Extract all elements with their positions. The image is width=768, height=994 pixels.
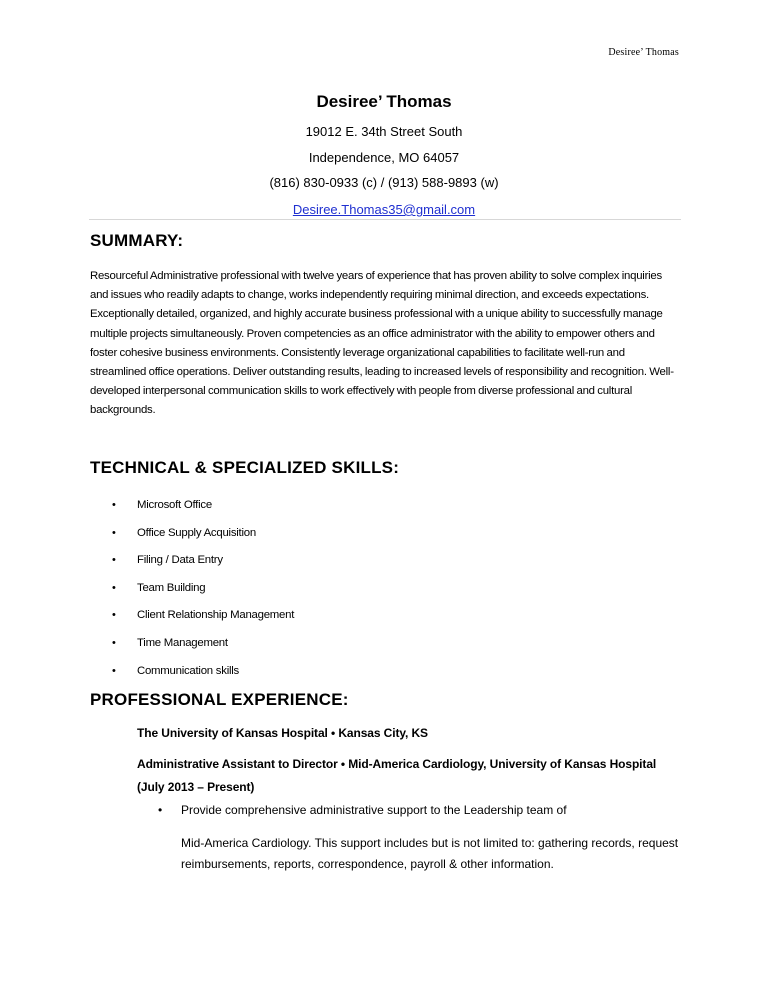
skills-list [112,496,294,689]
header-divider [89,219,681,220]
bullet-icon: • [112,581,116,594]
bullet-icon: • [112,664,116,677]
duty-continuation: Mid-America Cardiology. This support includes but is not limited to: gathering records, request reimbursements, reports, correspondence, payroll & other information. [181,836,679,871]
skills-heading: TECHNICAL & SPECIALIZED SKILLS: [90,458,400,477]
bullet-icon: • [112,499,116,511]
list-item [112,524,294,552]
duty-first-line: Provide comprehensive administrative support to the Leadership team of [181,803,567,817]
address-line-2: Independence, MO 64057 [308,150,460,165]
summary-paragraph: Resourceful Administrative professional with twelve years of experience that has proven ability to solve complex inquiries and issues who readily adapts to change, works independently requiring minimal direction, and exceeds expectations. Exceptionally detailed, organized, and highly accurate business professional with a unique ability to successfully manage multiple projects simultaneously. Proven competencies as an office administrator with the ability to empower others and foster cohesive business environments. Consistently leverage organizational capabilities to facilitate well-run and streamlined office operations. Deliver outstanding results, leading to increased levels of responsibility and recognition. Well-developed interpersonal communication skills to work effectively with people from diverse professional and cultural backgrounds. [90,270,674,417]
bullet-icon: • [112,526,116,539]
bullet-icon: • [112,636,116,649]
list-item [112,634,294,662]
email-row [0,202,768,217]
candidate-name: Desiree’ Thomas [316,92,452,111]
list-item [112,496,294,524]
experience-heading: PROFESSIONAL EXPERIENCE: [90,690,349,709]
email-link[interactable]: Desiree.Thomas35@gmail.com [292,202,476,217]
bullet-icon: • [158,803,163,817]
list-item [112,551,294,579]
list-item [112,579,294,607]
skill-label: Time Management [137,636,228,649]
running-header: Desiree’ Thomas [608,47,679,58]
employer-line: The University of Kansas Hospital • Kansas City, KS [137,726,428,740]
bullet-icon: • [112,609,116,622]
list-item [112,606,294,634]
list-item [112,662,294,690]
skill-label: Office Supply Acquisition [137,526,256,539]
summary-heading: SUMMARY: [90,231,184,250]
skill-label: Client Relationship Management [137,609,295,622]
skill-label: Communication skills [137,664,239,677]
skill-label: Filing / Data Entry [137,554,223,567]
phone-numbers: (816) 830-0933 (c) / (913) 588-9893 (w) [269,175,499,190]
address-line-1: 19012 E. 34th Street South [305,124,463,139]
job-title-line: Administrative Assistant to Director • Mid-America Cardiology, University of Kansas Hospital (July 2013 – Present) [137,757,657,794]
skill-label: Microsoft Office [137,499,212,511]
skill-label: Team Building [137,581,206,594]
bullet-icon: • [112,554,116,567]
